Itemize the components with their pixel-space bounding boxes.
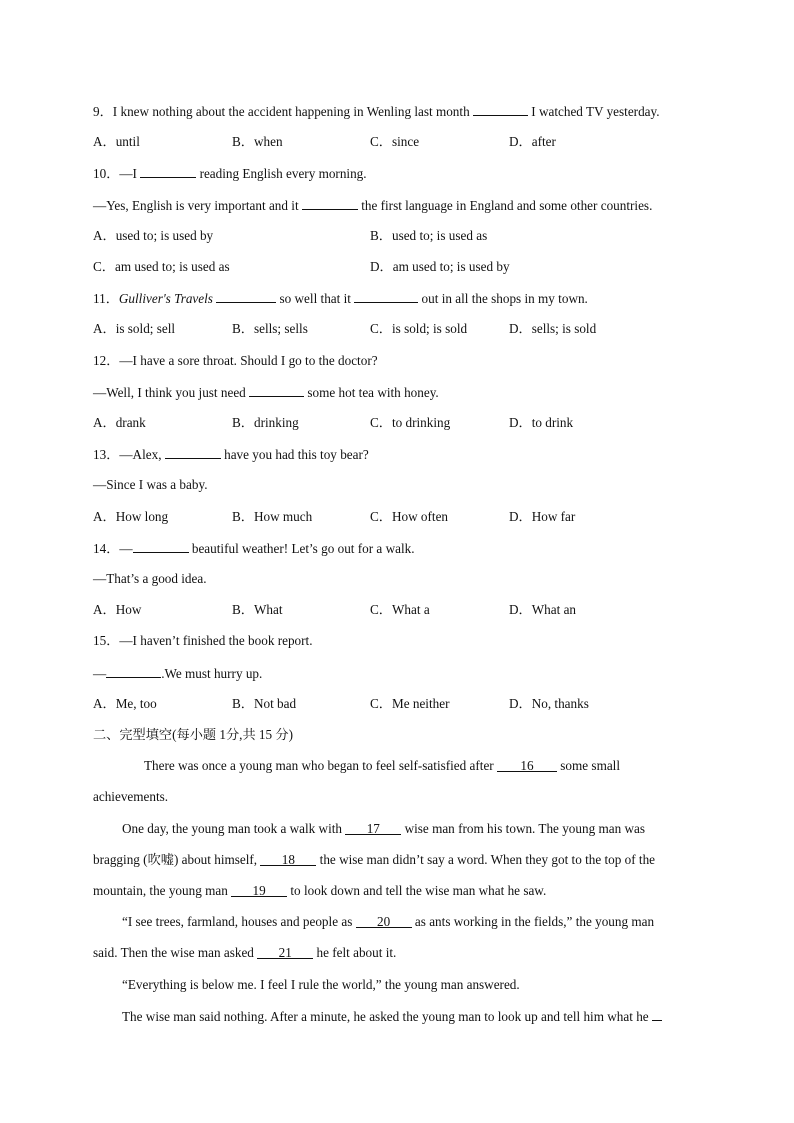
q14-option-a: A．How <box>93 602 142 617</box>
q9-option-c: C．since <box>370 134 420 149</box>
answer-blank <box>165 446 221 459</box>
passage-text: to look down and tell the wise man what he saw. <box>287 883 547 898</box>
q12-option-d: D．to drink <box>509 415 574 430</box>
q9-option-a: A．until <box>93 134 140 149</box>
q14-option-d: D．What an <box>509 602 577 617</box>
passage-line: achievements. <box>93 789 169 804</box>
q10-option-b: B．used to; is used as <box>370 228 488 243</box>
question-13-reply: —Since I was a baby. <box>93 477 208 492</box>
answer-blank <box>216 290 276 303</box>
question-12-reply <box>93 384 439 401</box>
q11-option-d: D．sells; is sold <box>509 321 597 336</box>
q11-text-middle: so well that it <box>276 291 355 306</box>
passage-text: bragging (吹嘘) about himself, <box>93 852 261 867</box>
answer-blank <box>106 665 161 678</box>
q12-reply-text: —Well, I think you just need <box>93 385 250 400</box>
q13-option-b: B．How much <box>232 509 313 524</box>
blank-18: 18 <box>260 852 316 866</box>
passage-text: the wise man didn’t say a word. When they got to the top of the <box>316 852 656 867</box>
q11-option-a: A．is sold; sell <box>93 321 176 336</box>
question-10-reply <box>93 197 652 214</box>
passage-text: as ants working in the fields,” the young man <box>411 914 655 929</box>
passage-text: One day, the young man took a walk with <box>122 821 346 836</box>
q14-text: 14．— <box>93 541 133 556</box>
passage-text: wise man from his town. The young man was <box>401 821 645 836</box>
passage-line: “Everything is below me. I feel I rule the world,” the young man answered. <box>122 977 520 992</box>
q15-dash: — <box>93 666 107 681</box>
answer-blank <box>249 384 304 397</box>
passage-text: There was once a young man who began to feel self-satisfied after <box>144 758 497 773</box>
q15-option-c: C．Me neither <box>370 696 450 711</box>
question-14-reply: —That’s a good idea. <box>93 571 207 586</box>
q10-option-c: C．am used to; is used as <box>93 259 230 274</box>
q10-text-after: reading English every morning. <box>196 166 367 181</box>
blank-19: 19 <box>231 883 287 897</box>
answer-blank <box>354 290 418 303</box>
question-11 <box>93 290 588 307</box>
passage-text: said. Then the wise man asked <box>93 945 258 960</box>
q13-option-d: D．How far <box>509 509 576 524</box>
blank-20: 20 <box>356 914 412 928</box>
question-10 <box>93 165 367 182</box>
question-15-reply <box>93 665 262 682</box>
q15-option-d: D．No, thanks <box>509 696 589 711</box>
blank-16: 16 <box>497 758 557 772</box>
q15-option-a: A．Me, too <box>93 696 157 711</box>
question-9 <box>93 103 660 120</box>
q15-option-b: B．Not bad <box>232 696 297 711</box>
q9-option-b: B．when <box>232 134 283 149</box>
passage-text: “I see trees, farmland, houses and people as <box>122 914 356 929</box>
q13-text: 13．—Alex, <box>93 447 165 462</box>
section-heading: 二、完型填空(每小题 1分,共 15 分) <box>93 727 294 742</box>
answer-blank <box>140 165 196 178</box>
question-15: 15．—I haven’t finished the book report. <box>93 633 313 648</box>
q10-text: 10．—I <box>93 166 141 181</box>
q14-text-after: beautiful weather! Let’s go out for a walk. <box>188 541 415 556</box>
q14-option-b: B．What <box>232 602 283 617</box>
question-12: 12．—I have a sore throat. Should I go to the doctor? <box>93 353 378 368</box>
q11-number: 11． <box>93 291 119 306</box>
passage-line <box>93 883 546 899</box>
q9-text: 9．I knew nothing about the accident happening in Wenling last month <box>93 104 473 119</box>
q10-reply-text: —Yes, English is very important and it <box>93 198 302 213</box>
blank-17: 17 <box>345 821 401 835</box>
q13-option-a: A．How long <box>93 509 169 524</box>
q10-option-a: A．used to; is used by <box>93 228 214 243</box>
q12-reply-after: some hot tea with honey. <box>304 385 439 400</box>
passage-line <box>122 914 654 930</box>
q12-option-c: C．to drinking <box>370 415 451 430</box>
q9-text-after: I watched TV yesterday. <box>527 104 660 119</box>
passage-line <box>93 945 396 961</box>
q13-option-c: C．How often <box>370 509 449 524</box>
q11-text-after: out in all the shops in my town. <box>418 291 588 306</box>
answer-blank <box>473 103 528 116</box>
question-14 <box>93 540 415 557</box>
passage-text: some small <box>557 758 621 773</box>
passage-text: The wise man said nothing. After a minute, he asked the young man to look up and tell him what he <box>122 1009 649 1024</box>
q10-reply-after: the first language in England and some other countries. <box>357 198 653 213</box>
q15-reply-after: .We must hurry up. <box>161 666 263 681</box>
passage-line <box>122 1008 662 1025</box>
passage-text: he felt about it. <box>313 945 397 960</box>
passage-text: mountain, the young man <box>93 883 232 898</box>
q9-option-d: D．after <box>509 134 556 149</box>
q13-text-after: have you had this toy bear? <box>220 447 369 462</box>
q14-option-c: C．What a <box>370 602 430 617</box>
passage-line <box>93 852 655 868</box>
answer-blank <box>652 1008 662 1021</box>
book-title: Gulliver's Travels <box>118 291 213 306</box>
q11-option-c: C．is sold; is sold <box>370 321 468 336</box>
q12-option-b: B．drinking <box>232 415 299 430</box>
answer-blank <box>133 540 189 553</box>
q12-option-a: A．drank <box>93 415 146 430</box>
passage-line <box>144 758 620 774</box>
question-13 <box>93 446 369 463</box>
q11-option-b: B．sells; sells <box>232 321 308 336</box>
blank-21: 21 <box>257 945 313 959</box>
q10-option-d: D．am used to; is used by <box>370 259 510 274</box>
answer-blank <box>302 197 358 210</box>
passage-line <box>122 821 645 837</box>
